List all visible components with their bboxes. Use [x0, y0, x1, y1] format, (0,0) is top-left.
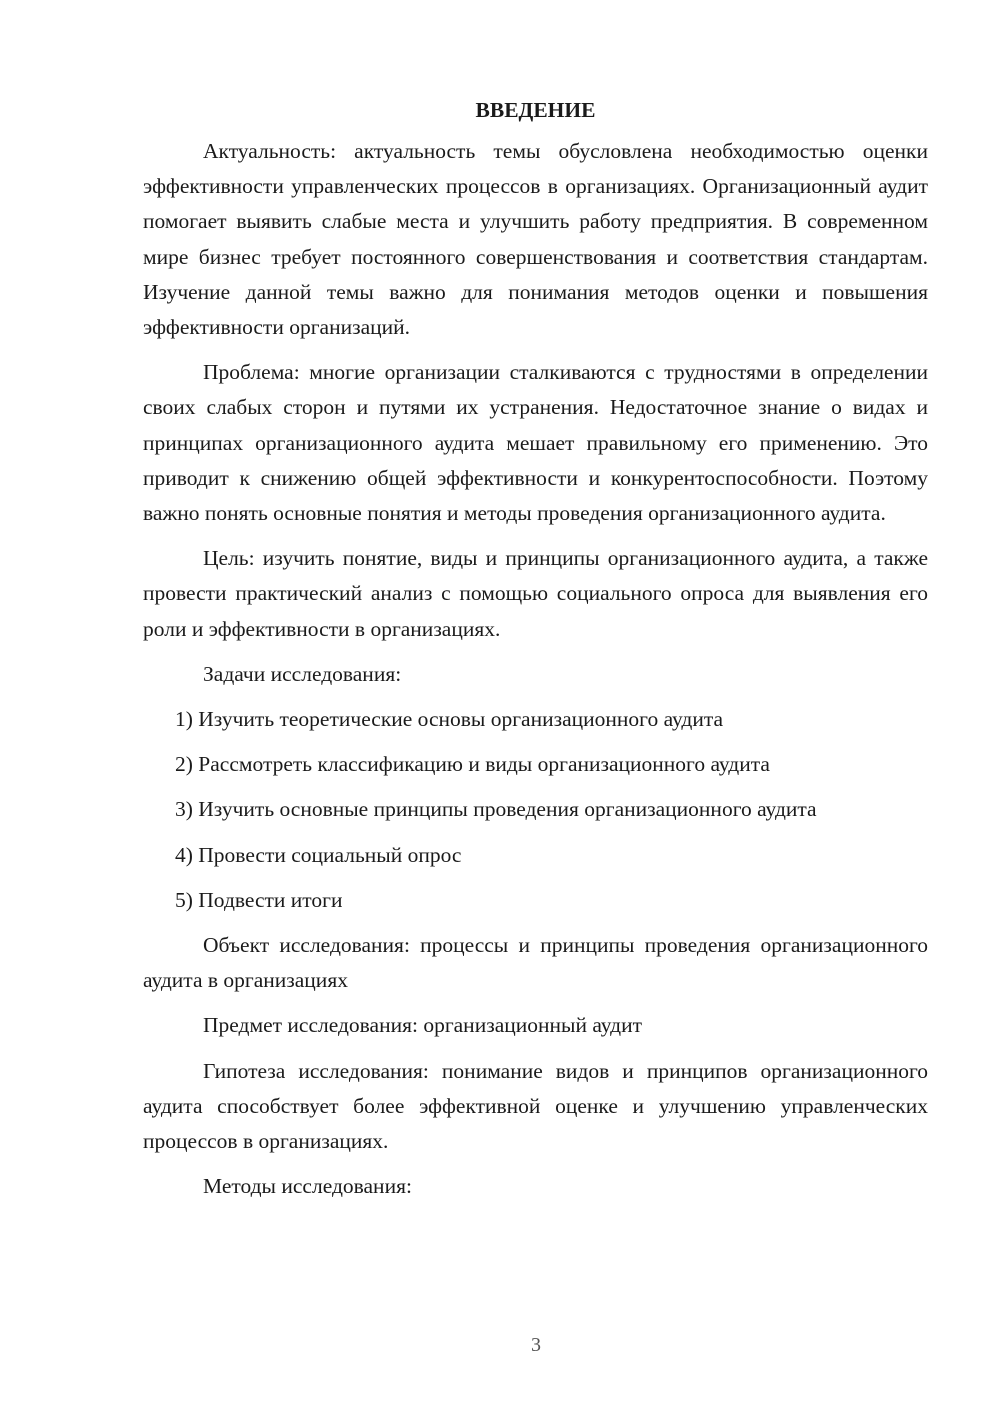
paragraph-problem: Проблема: многие организации сталкиваются с трудностями в определении своих слабых сторон и путями их устранения. Недостаточное знание о видах и принципах организационного аудита мешает правильному его применению. Это приводит к снижению общей эффективности и конкурентоспособности. Поэтому важно понять основные понятия и методы проведения организационного аудита. — [143, 360, 928, 526]
page-title: ВВЕДЕНИЕ — [475, 98, 596, 122]
paragraph-subject: Предмет исследования: организационный аудит — [203, 1013, 643, 1038]
list-item: 1) Изучить теоретические основы организационного аудита — [175, 707, 724, 732]
page-number: 3 — [531, 1334, 541, 1356]
tasks-list — [143, 702, 928, 918]
list-item: 4) Провести социальный опрос — [175, 842, 462, 867]
list-item: 5) Подвести итоги — [175, 887, 343, 912]
paragraph-relevance: Актуальность: актуальность темы обусловлена необходимостью оценки эффективности управленческих процессов в организациях. Организационный аудит помогает выявить слабые места и улучшить работу предприятия. В современном мире бизнес требует постоянного совершенствования и соответствия стандартам. Изучение данной темы важно для понимания методов оценки и повышения эффективности организаций. — [143, 139, 928, 340]
list-item: 3) Изучить основные принципы проведения организационного аудита — [175, 797, 817, 822]
paragraph-hypothesis: Гипотеза исследования: понимание видов и принципов организационного аудита способствует более эффективной оценке и улучшению управленческих процессов в организациях. — [143, 1058, 928, 1154]
paragraph-object: Объект исследования: процессы и принципы проведения организационного аудита в организациях — [143, 933, 928, 993]
document-page — [143, 92, 928, 1214]
list-item: 2) Рассмотреть классификацию и виды организационного аудита — [175, 752, 770, 777]
tasks-heading: Задачи исследования: — [203, 661, 402, 686]
paragraph-goal: Цель: изучить понятие, виды и принципы организационного аудита, а также провести практический анализ с помощью социального опроса для выявления его роли и эффективности в организациях. — [143, 546, 928, 641]
methods-heading: Методы исследования: — [203, 1174, 412, 1199]
